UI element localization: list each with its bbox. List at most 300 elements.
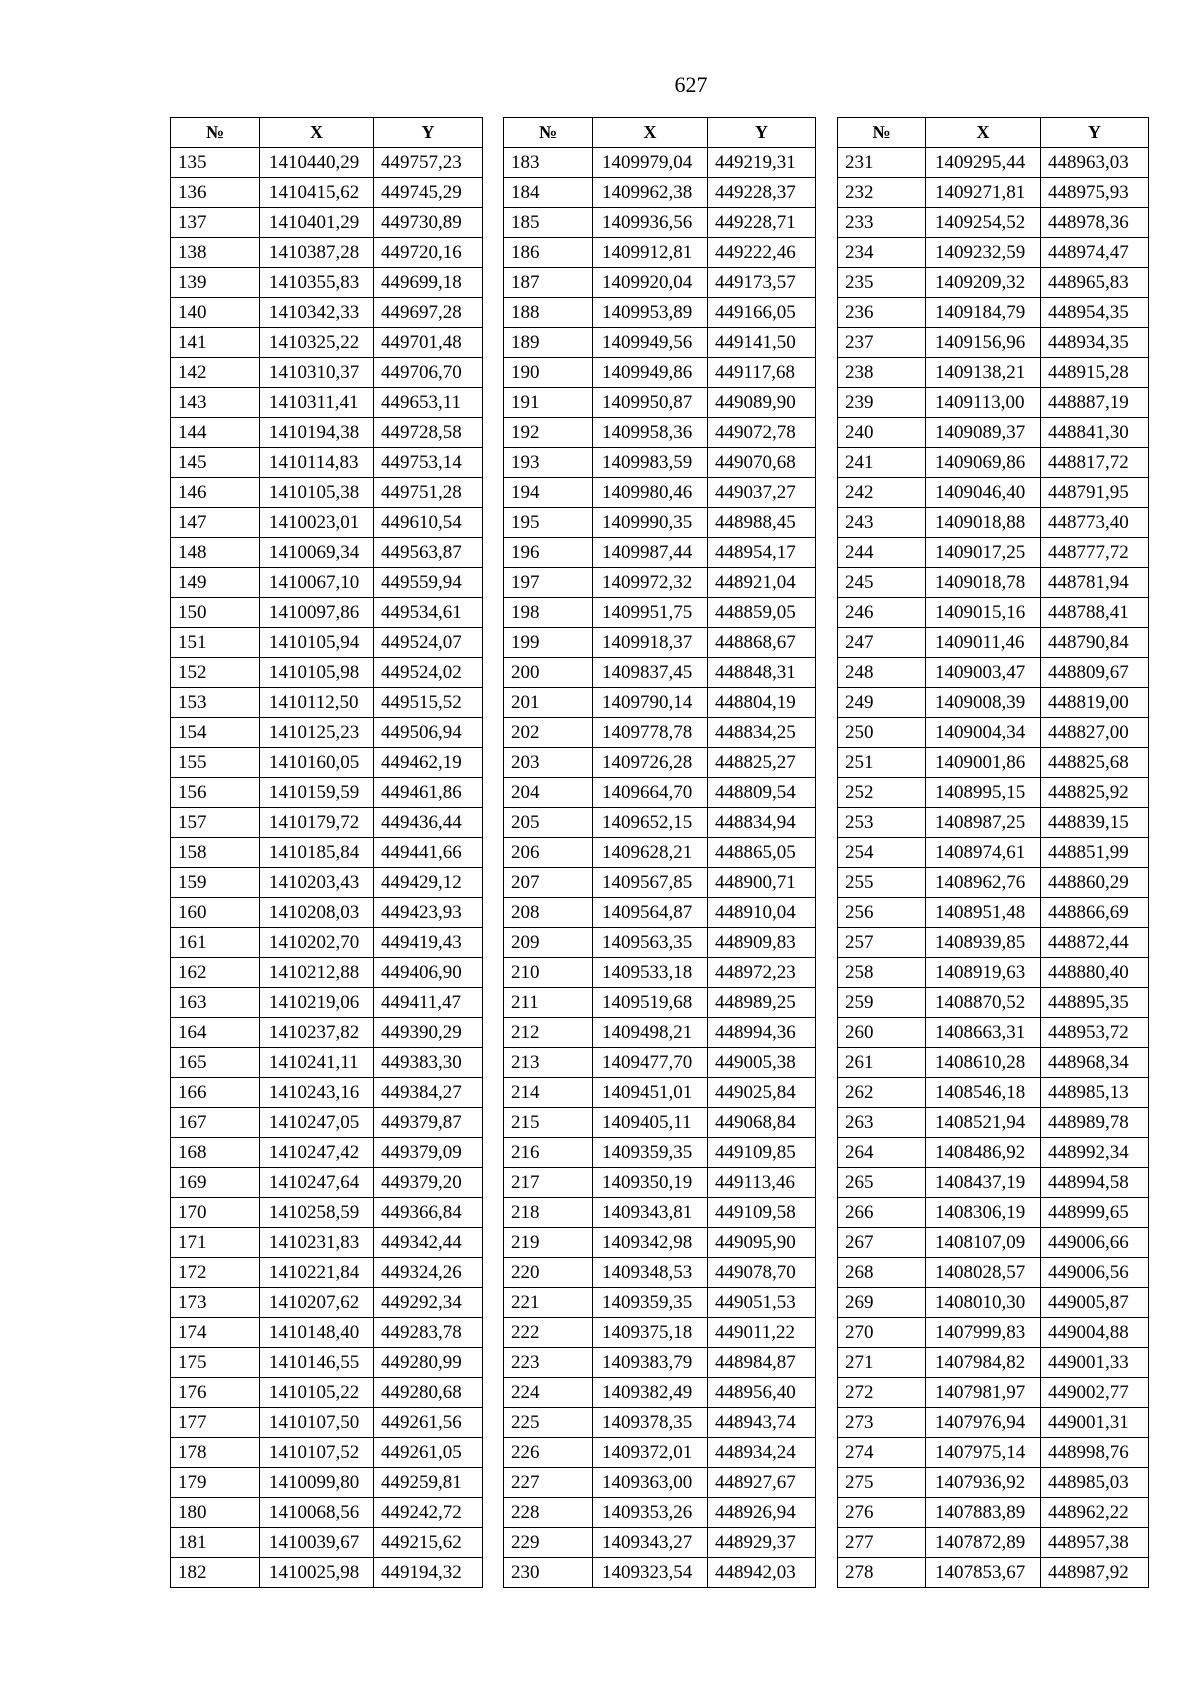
point-number-cell: 266 xyxy=(838,1198,926,1228)
y-coordinate-cell: 448942,03 xyxy=(708,1558,816,1588)
point-number-cell: 186 xyxy=(504,238,593,268)
point-number-cell: 214 xyxy=(504,1078,593,1108)
point-number-cell: 199 xyxy=(504,628,593,658)
x-coordinate-cell: 1410310,37 xyxy=(260,358,374,388)
table-row xyxy=(504,1168,816,1198)
table-row xyxy=(171,718,483,748)
y-coordinate-cell: 449109,85 xyxy=(708,1138,816,1168)
table-row xyxy=(504,1528,816,1558)
point-number-cell: 277 xyxy=(838,1528,926,1558)
y-coordinate-cell: 448819,00 xyxy=(1041,688,1149,718)
table-row xyxy=(171,1138,483,1168)
y-coordinate-cell: 449524,07 xyxy=(374,628,483,658)
table-row xyxy=(838,208,1149,238)
y-coordinate-cell: 449419,43 xyxy=(374,928,483,958)
y-coordinate-cell: 448788,41 xyxy=(1041,598,1149,628)
y-coordinate-cell: 448825,68 xyxy=(1041,748,1149,778)
point-number-cell: 273 xyxy=(838,1408,926,1438)
coordinates-table-3 xyxy=(837,117,1149,1588)
y-coordinate-cell: 449222,46 xyxy=(708,238,816,268)
x-coordinate-cell: 1409652,15 xyxy=(593,808,708,838)
y-coordinate-cell: 449005,87 xyxy=(1041,1288,1149,1318)
point-number-cell: 227 xyxy=(504,1468,593,1498)
y-coordinate-cell: 449005,38 xyxy=(708,1048,816,1078)
table-row xyxy=(838,778,1149,808)
x-coordinate-cell: 1409018,88 xyxy=(926,508,1041,538)
table-row xyxy=(504,268,816,298)
table-row xyxy=(504,1498,816,1528)
y-coordinate-cell: 449219,31 xyxy=(708,148,816,178)
y-coordinate-cell: 449006,66 xyxy=(1041,1228,1149,1258)
table-row xyxy=(838,178,1149,208)
x-coordinate-cell: 1408107,09 xyxy=(926,1228,1041,1258)
x-coordinate-cell: 1410207,62 xyxy=(260,1288,374,1318)
table-row xyxy=(171,478,483,508)
point-number-cell: 253 xyxy=(838,808,926,838)
x-coordinate-cell: 1409451,01 xyxy=(593,1078,708,1108)
x-coordinate-cell: 1410107,52 xyxy=(260,1438,374,1468)
table-row xyxy=(838,1258,1149,1288)
x-coordinate-cell: 1410237,82 xyxy=(260,1018,374,1048)
y-coordinate-cell: 449610,54 xyxy=(374,508,483,538)
table-row xyxy=(504,1258,816,1288)
point-number-cell: 190 xyxy=(504,358,593,388)
y-coordinate-cell: 449515,52 xyxy=(374,688,483,718)
x-coordinate-cell: 1410023,01 xyxy=(260,508,374,538)
x-coordinate-cell: 1409363,00 xyxy=(593,1468,708,1498)
point-number-cell: 139 xyxy=(171,268,260,298)
table-row xyxy=(171,328,483,358)
table-row xyxy=(504,178,816,208)
y-coordinate-cell: 448809,54 xyxy=(708,778,816,808)
table-header-row xyxy=(171,118,483,148)
x-coordinate-cell: 1409359,35 xyxy=(593,1288,708,1318)
point-number-cell: 172 xyxy=(171,1258,260,1288)
x-coordinate-cell: 1410247,42 xyxy=(260,1138,374,1168)
point-number-cell: 150 xyxy=(171,598,260,628)
table-row xyxy=(838,868,1149,898)
x-coordinate-cell: 1409628,21 xyxy=(593,838,708,868)
point-number-cell: 225 xyxy=(504,1408,593,1438)
x-coordinate-cell: 1409936,56 xyxy=(593,208,708,238)
y-coordinate-cell: 449753,14 xyxy=(374,448,483,478)
point-number-cell: 162 xyxy=(171,958,260,988)
point-number-cell: 181 xyxy=(171,1528,260,1558)
point-number-cell: 247 xyxy=(838,628,926,658)
y-coordinate-cell: 449166,05 xyxy=(708,298,816,328)
table-row xyxy=(171,1048,483,1078)
y-coordinate-cell: 448909,83 xyxy=(708,928,816,958)
y-column-header: Y xyxy=(374,118,483,148)
point-number-cell: 245 xyxy=(838,568,926,598)
y-coordinate-cell: 449194,32 xyxy=(374,1558,483,1588)
y-coordinate-cell: 449242,72 xyxy=(374,1498,483,1528)
y-coordinate-cell: 449025,84 xyxy=(708,1078,816,1108)
x-coordinate-cell: 1410241,11 xyxy=(260,1048,374,1078)
x-coordinate-cell: 1409343,81 xyxy=(593,1198,708,1228)
point-number-cell: 213 xyxy=(504,1048,593,1078)
x-coordinate-cell: 1409912,81 xyxy=(593,238,708,268)
table-row xyxy=(838,658,1149,688)
point-number-cell: 205 xyxy=(504,808,593,838)
point-number-cell: 234 xyxy=(838,238,926,268)
y-coordinate-cell: 449004,88 xyxy=(1041,1318,1149,1348)
y-coordinate-cell: 448965,83 xyxy=(1041,268,1149,298)
y-coordinate-cell: 449366,84 xyxy=(374,1198,483,1228)
table-row xyxy=(504,1288,816,1318)
table-row xyxy=(838,1348,1149,1378)
y-coordinate-cell: 449559,94 xyxy=(374,568,483,598)
table-row xyxy=(171,1468,483,1498)
table-row xyxy=(504,208,816,238)
table-row xyxy=(504,898,816,928)
y-coordinate-cell: 448895,35 xyxy=(1041,988,1149,1018)
table-row xyxy=(504,1108,816,1138)
point-number-cell: 209 xyxy=(504,928,593,958)
table-row xyxy=(838,538,1149,568)
x-coordinate-cell: 1409342,98 xyxy=(593,1228,708,1258)
x-coordinate-cell: 1409498,21 xyxy=(593,1018,708,1048)
y-coordinate-cell: 448943,74 xyxy=(708,1408,816,1438)
point-number-cell: 160 xyxy=(171,898,260,928)
point-number-cell: 144 xyxy=(171,418,260,448)
y-coordinate-cell: 449411,47 xyxy=(374,988,483,1018)
point-number-cell: 138 xyxy=(171,238,260,268)
y-coordinate-cell: 448954,17 xyxy=(708,538,816,568)
table-row xyxy=(171,1528,483,1558)
table-row xyxy=(504,1138,816,1168)
point-number-cell: 140 xyxy=(171,298,260,328)
table-row xyxy=(838,448,1149,478)
x-coordinate-cell: 1410415,62 xyxy=(260,178,374,208)
table-row xyxy=(504,568,816,598)
y-coordinate-cell: 449383,30 xyxy=(374,1048,483,1078)
point-number-cell: 232 xyxy=(838,178,926,208)
table-row xyxy=(838,628,1149,658)
x-coordinate-cell: 1407999,83 xyxy=(926,1318,1041,1348)
point-number-cell: 261 xyxy=(838,1048,926,1078)
table-row xyxy=(838,418,1149,448)
point-number-cell: 217 xyxy=(504,1168,593,1198)
point-number-cell: 164 xyxy=(171,1018,260,1048)
x-coordinate-cell: 1410039,67 xyxy=(260,1528,374,1558)
page-number: 627 xyxy=(674,72,708,97)
y-coordinate-cell: 448851,99 xyxy=(1041,838,1149,868)
y-coordinate-cell: 448956,40 xyxy=(708,1378,816,1408)
x-coordinate-cell: 1409953,89 xyxy=(593,298,708,328)
y-coordinate-cell: 448963,03 xyxy=(1041,148,1149,178)
x-coordinate-cell: 1410401,29 xyxy=(260,208,374,238)
x-coordinate-cell: 1408939,85 xyxy=(926,928,1041,958)
y-coordinate-cell: 449745,29 xyxy=(374,178,483,208)
table-row xyxy=(171,1348,483,1378)
y-coordinate-cell: 448992,34 xyxy=(1041,1138,1149,1168)
y-coordinate-cell: 449653,11 xyxy=(374,388,483,418)
y-coordinate-cell: 448773,40 xyxy=(1041,508,1149,538)
point-number-cell: 202 xyxy=(504,718,593,748)
x-coordinate-cell: 1410208,03 xyxy=(260,898,374,928)
table-row xyxy=(838,598,1149,628)
point-number-cell: 182 xyxy=(171,1558,260,1588)
table-row xyxy=(838,958,1149,988)
point-number-cell: 136 xyxy=(171,178,260,208)
x-coordinate-cell: 1407853,67 xyxy=(926,1558,1041,1588)
table-row xyxy=(171,808,483,838)
table-row xyxy=(171,208,483,238)
y-coordinate-cell: 449072,78 xyxy=(708,418,816,448)
table-row xyxy=(171,778,483,808)
x-coordinate-cell: 1409987,44 xyxy=(593,538,708,568)
x-coordinate-cell: 1410243,16 xyxy=(260,1078,374,1108)
y-coordinate-cell: 449720,16 xyxy=(374,238,483,268)
x-coordinate-cell: 1409359,35 xyxy=(593,1138,708,1168)
y-coordinate-cell: 448994,58 xyxy=(1041,1168,1149,1198)
y-coordinate-cell: 449283,78 xyxy=(374,1318,483,1348)
table-row xyxy=(504,418,816,448)
x-coordinate-cell: 1409069,86 xyxy=(926,448,1041,478)
table-row xyxy=(171,1318,483,1348)
table-row xyxy=(504,658,816,688)
y-coordinate-cell: 449228,71 xyxy=(708,208,816,238)
table-row xyxy=(171,148,483,178)
table-row xyxy=(838,1438,1149,1468)
point-number-cell: 149 xyxy=(171,568,260,598)
table-row xyxy=(504,1018,816,1048)
point-number-cell: 219 xyxy=(504,1228,593,1258)
x-coordinate-cell: 1409323,54 xyxy=(593,1558,708,1588)
x-coordinate-cell: 1410387,28 xyxy=(260,238,374,268)
y-coordinate-cell: 449390,29 xyxy=(374,1018,483,1048)
x-coordinate-cell: 1410025,98 xyxy=(260,1558,374,1588)
table-row xyxy=(504,868,816,898)
y-coordinate-cell: 448994,36 xyxy=(708,1018,816,1048)
x-coordinate-cell: 1409990,35 xyxy=(593,508,708,538)
point-number-cell: 263 xyxy=(838,1108,926,1138)
y-coordinate-cell: 449117,68 xyxy=(708,358,816,388)
x-coordinate-cell: 1409477,70 xyxy=(593,1048,708,1078)
table-row xyxy=(838,298,1149,328)
point-number-cell: 208 xyxy=(504,898,593,928)
table-row xyxy=(504,808,816,838)
x-coordinate-cell: 1409951,75 xyxy=(593,598,708,628)
y-coordinate-cell: 449706,70 xyxy=(374,358,483,388)
y-column-header: Y xyxy=(708,118,816,148)
table-row xyxy=(838,1498,1149,1528)
point-number-cell: 249 xyxy=(838,688,926,718)
y-coordinate-cell: 449697,28 xyxy=(374,298,483,328)
x-coordinate-cell: 1410202,70 xyxy=(260,928,374,958)
table-row xyxy=(504,1228,816,1258)
point-number-cell: 198 xyxy=(504,598,593,628)
x-coordinate-cell: 1410231,83 xyxy=(260,1228,374,1258)
y-coordinate-cell: 448953,72 xyxy=(1041,1018,1149,1048)
x-coordinate-cell: 1407883,89 xyxy=(926,1498,1041,1528)
y-coordinate-cell: 449751,28 xyxy=(374,478,483,508)
x-coordinate-cell: 1409949,86 xyxy=(593,358,708,388)
point-number-cell: 257 xyxy=(838,928,926,958)
y-coordinate-cell: 449141,50 xyxy=(708,328,816,358)
y-coordinate-cell: 448859,05 xyxy=(708,598,816,628)
y-coordinate-cell: 449280,68 xyxy=(374,1378,483,1408)
x-coordinate-cell: 1407975,14 xyxy=(926,1438,1041,1468)
point-number-cell: 241 xyxy=(838,448,926,478)
point-number-cell: 163 xyxy=(171,988,260,1018)
y-coordinate-cell: 448954,35 xyxy=(1041,298,1149,328)
table-row xyxy=(171,568,483,598)
x-coordinate-cell: 1408437,19 xyxy=(926,1168,1041,1198)
y-coordinate-cell: 448985,13 xyxy=(1041,1078,1149,1108)
x-coordinate-cell: 1409232,59 xyxy=(926,238,1041,268)
y-coordinate-cell: 449563,87 xyxy=(374,538,483,568)
x-coordinate-cell: 1409008,39 xyxy=(926,688,1041,718)
y-coordinate-cell: 449002,77 xyxy=(1041,1378,1149,1408)
table-row xyxy=(838,1108,1149,1138)
y-coordinate-cell: 449095,90 xyxy=(708,1228,816,1258)
x-coordinate-cell: 1409372,01 xyxy=(593,1438,708,1468)
point-number-cell: 176 xyxy=(171,1378,260,1408)
table-row xyxy=(504,478,816,508)
x-coordinate-cell: 1409001,86 xyxy=(926,748,1041,778)
point-number-cell: 147 xyxy=(171,508,260,538)
x-coordinate-cell: 1410160,05 xyxy=(260,748,374,778)
table-row xyxy=(838,898,1149,928)
point-number-cell: 200 xyxy=(504,658,593,688)
table-row xyxy=(504,328,816,358)
x-coordinate-cell: 1409343,27 xyxy=(593,1528,708,1558)
point-number-cell: 161 xyxy=(171,928,260,958)
x-coordinate-cell: 1410112,50 xyxy=(260,688,374,718)
point-number-cell: 233 xyxy=(838,208,926,238)
x-coordinate-cell: 1408521,94 xyxy=(926,1108,1041,1138)
point-number-cell: 173 xyxy=(171,1288,260,1318)
point-number-cell: 271 xyxy=(838,1348,926,1378)
y-coordinate-cell: 448988,45 xyxy=(708,508,816,538)
y-coordinate-cell: 449757,23 xyxy=(374,148,483,178)
y-coordinate-cell: 448989,25 xyxy=(708,988,816,1018)
x-coordinate-cell: 1409920,04 xyxy=(593,268,708,298)
y-coordinate-cell: 448825,92 xyxy=(1041,778,1149,808)
point-number-cell: 246 xyxy=(838,598,926,628)
y-coordinate-cell: 448926,94 xyxy=(708,1498,816,1528)
y-coordinate-cell: 448868,67 xyxy=(708,628,816,658)
y-coordinate-cell: 448848,31 xyxy=(708,658,816,688)
table-row xyxy=(171,1168,483,1198)
x-coordinate-cell: 1410114,83 xyxy=(260,448,374,478)
y-coordinate-cell: 449730,89 xyxy=(374,208,483,238)
table-row xyxy=(504,988,816,1018)
y-coordinate-cell: 448872,44 xyxy=(1041,928,1149,958)
x-coordinate-cell: 1409209,32 xyxy=(926,268,1041,298)
table-row xyxy=(838,508,1149,538)
table-row xyxy=(504,598,816,628)
y-coordinate-cell: 449292,34 xyxy=(374,1288,483,1318)
y-coordinate-cell: 449078,70 xyxy=(708,1258,816,1288)
point-number-cell: 264 xyxy=(838,1138,926,1168)
point-number-cell: 240 xyxy=(838,418,926,448)
table-row xyxy=(838,1408,1149,1438)
x-coordinate-cell: 1410185,84 xyxy=(260,838,374,868)
table-row xyxy=(838,718,1149,748)
y-coordinate-cell: 449524,02 xyxy=(374,658,483,688)
point-number-cell: 135 xyxy=(171,148,260,178)
point-number-cell: 159 xyxy=(171,868,260,898)
x-coordinate-cell: 1408028,57 xyxy=(926,1258,1041,1288)
x-coordinate-cell: 1409254,52 xyxy=(926,208,1041,238)
y-coordinate-cell: 449280,99 xyxy=(374,1348,483,1378)
point-number-cell: 254 xyxy=(838,838,926,868)
table-row xyxy=(504,1438,816,1468)
y-coordinate-cell: 448825,27 xyxy=(708,748,816,778)
x-column-header: X xyxy=(926,118,1041,148)
table-row xyxy=(171,1108,483,1138)
y-coordinate-cell: 448839,15 xyxy=(1041,808,1149,838)
table-row xyxy=(838,568,1149,598)
y-column-header: Y xyxy=(1041,118,1149,148)
table-row xyxy=(504,778,816,808)
x-coordinate-cell: 1408995,15 xyxy=(926,778,1041,808)
table-row xyxy=(838,928,1149,958)
x-coordinate-cell: 1409949,56 xyxy=(593,328,708,358)
x-coordinate-cell: 1409184,79 xyxy=(926,298,1041,328)
y-coordinate-cell: 449011,22 xyxy=(708,1318,816,1348)
point-number-cell: 248 xyxy=(838,658,926,688)
table-row xyxy=(171,748,483,778)
y-coordinate-cell: 449037,27 xyxy=(708,478,816,508)
point-number-header: № xyxy=(838,118,926,148)
x-coordinate-cell: 1409271,81 xyxy=(926,178,1041,208)
point-number-cell: 210 xyxy=(504,958,593,988)
point-number-cell: 243 xyxy=(838,508,926,538)
y-coordinate-cell: 448987,92 xyxy=(1041,1558,1149,1588)
point-number-cell: 197 xyxy=(504,568,593,598)
x-coordinate-cell: 1407872,89 xyxy=(926,1528,1041,1558)
point-number-cell: 242 xyxy=(838,478,926,508)
y-coordinate-cell: 448985,03 xyxy=(1041,1468,1149,1498)
point-number-cell: 268 xyxy=(838,1258,926,1288)
point-number-cell: 229 xyxy=(504,1528,593,1558)
point-number-cell: 168 xyxy=(171,1138,260,1168)
x-coordinate-cell: 1410440,29 xyxy=(260,148,374,178)
table-row xyxy=(838,1378,1149,1408)
y-coordinate-cell: 448998,76 xyxy=(1041,1438,1149,1468)
y-coordinate-cell: 449441,66 xyxy=(374,838,483,868)
x-coordinate-cell: 1408951,48 xyxy=(926,898,1041,928)
table-row xyxy=(504,358,816,388)
x-coordinate-cell: 1409378,35 xyxy=(593,1408,708,1438)
table-row xyxy=(838,1228,1149,1258)
x-coordinate-cell: 1410099,80 xyxy=(260,1468,374,1498)
point-number-cell: 276 xyxy=(838,1498,926,1528)
y-coordinate-cell: 449384,27 xyxy=(374,1078,483,1108)
y-coordinate-cell: 449113,46 xyxy=(708,1168,816,1198)
table-row xyxy=(504,1348,816,1378)
point-number-cell: 170 xyxy=(171,1198,260,1228)
x-coordinate-cell: 1408974,61 xyxy=(926,838,1041,868)
coordinates-table-1 xyxy=(170,117,483,1588)
point-number-cell: 221 xyxy=(504,1288,593,1318)
table-header-row xyxy=(504,118,816,148)
x-coordinate-cell: 1410069,34 xyxy=(260,538,374,568)
point-number-cell: 142 xyxy=(171,358,260,388)
table-row xyxy=(171,988,483,1018)
table-row xyxy=(504,928,816,958)
point-number-cell: 146 xyxy=(171,478,260,508)
table-row xyxy=(171,298,483,328)
point-number-cell: 270 xyxy=(838,1318,926,1348)
table-row xyxy=(171,1288,483,1318)
y-coordinate-cell: 448834,94 xyxy=(708,808,816,838)
y-coordinate-cell: 449261,56 xyxy=(374,1408,483,1438)
